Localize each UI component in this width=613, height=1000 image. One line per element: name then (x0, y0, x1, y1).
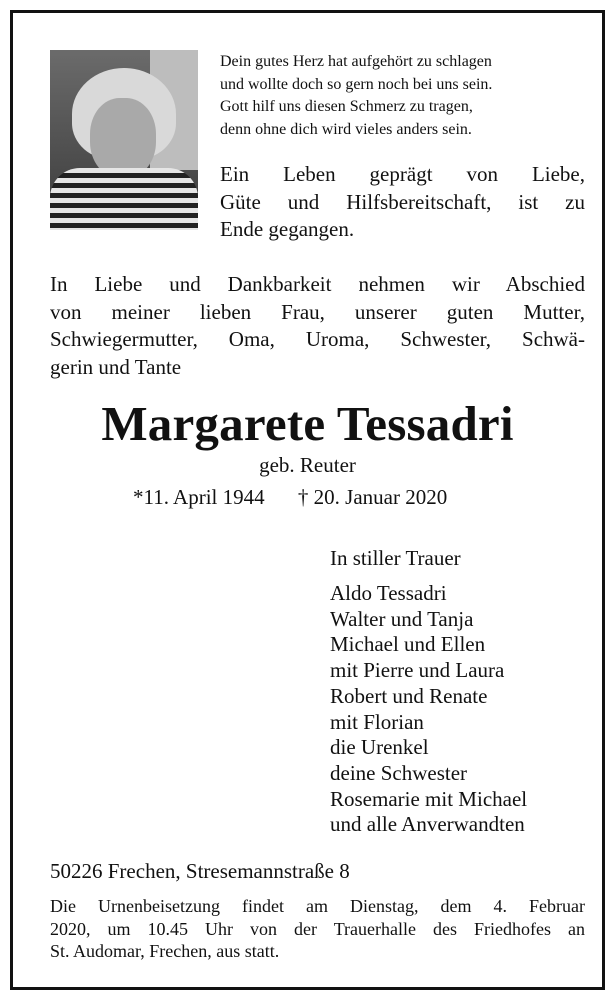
obituary-frame (10, 10, 605, 990)
address: 50226 Frechen, Stresemannstraße 8 (50, 859, 350, 883)
farewell-line: von meiner lieben Frau, unserer guten Mutter, (50, 299, 585, 324)
life-dates (133, 485, 447, 510)
mourning-heading: In stiller Trauer (330, 546, 461, 570)
mourner-name: mit Pierre und Laura (330, 658, 505, 683)
mourner-name: Aldo Tessadri (330, 581, 447, 605)
mourner-name: Robert und Renate (330, 683, 488, 708)
burial-note-line: St. Audomar, Frechen, aus statt. (50, 941, 280, 961)
photo-striped-shirt (50, 168, 198, 230)
life-statement (220, 161, 585, 244)
life-statement-line: Ende gegangen. (220, 217, 355, 241)
portrait-photo (50, 50, 198, 230)
farewell-line: gerin und Tante (50, 354, 182, 379)
mourner-name: deine Schwester (330, 760, 468, 785)
life-statement-line: Ein Leben geprägt von Liebe, (220, 162, 585, 186)
poem (220, 51, 585, 141)
mourner-name: Rosemarie mit Michael (330, 786, 528, 811)
birth-date: *11. April 1944 (133, 485, 265, 509)
birth-name: geb. Reuter (259, 453, 356, 477)
burial-note-line: Die Urnenbeisetzung findet am Dienstag, dem 4. Februar (50, 896, 585, 916)
farewell-line: In Liebe und Dankbarkeit nehmen wir Abschied (50, 272, 585, 296)
mourners-list (330, 581, 527, 838)
life-statement-line: Güte und Hilfsbereitschaft, ist zu (220, 189, 585, 214)
mourner-name: Michael und Ellen (330, 632, 486, 657)
mourner-name: Walter und Tanja (330, 606, 474, 631)
poem-line: und wollte doch so gern noch bei uns sein. (220, 75, 493, 93)
deceased-name: Margarete Tessadri (101, 396, 514, 451)
mourner-name: die Urenkel (330, 735, 429, 760)
poem-line: denn ohne dich wird vieles anders sein. (220, 120, 472, 138)
death-date: † 20. Januar 2020 (297, 485, 448, 509)
photo-face (90, 98, 156, 178)
mourner-name: und alle Anverwandten (330, 812, 525, 837)
poem-line: Gott hilf uns diesen Schmerz zu tragen, (220, 98, 473, 115)
poem-line: Dein gutes Herz hat aufgehört zu schlagen (220, 53, 492, 70)
burial-note-line: 2020, um 10.45 Uhr von der Trauerhalle des Friedhofes an (50, 918, 585, 939)
farewell-text (50, 271, 585, 381)
mourner-name: mit Florian (330, 709, 424, 734)
farewell-line: Schwiegermutter, Oma, Uroma, Schwester, Schwä- (50, 327, 585, 351)
burial-note (50, 895, 585, 963)
